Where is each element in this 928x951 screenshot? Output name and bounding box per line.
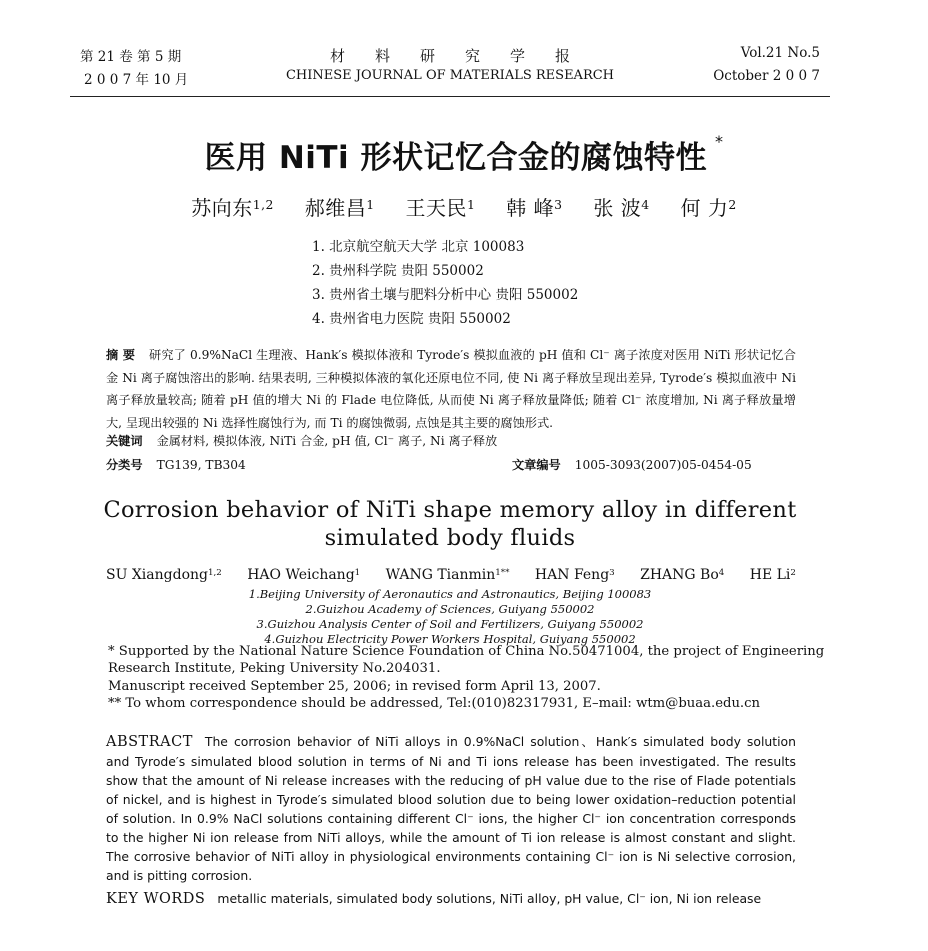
article-number xyxy=(512,456,752,473)
affiliation-en: 2.Guizhou Academy of Sciences, Guiyang 550002 xyxy=(305,602,595,616)
manuscript-dates: Manuscript received September 25, 2006; in revised form April 13, 2007. xyxy=(108,679,601,694)
paper-title-cn xyxy=(0,132,928,177)
volume-issue-cn: 第 21 卷 第 5 期 xyxy=(80,49,182,65)
author-en: ZHANG Bo$^4$ xyxy=(640,567,725,583)
article-number-text: 1005-3093(2007)05-0454-05 xyxy=(574,458,752,472)
keywords-en xyxy=(106,889,796,909)
keywords-text-en: metallic materials, simulated body solutions, NiTi alloy, pH value, Cl⁻ ion, Ni ion release xyxy=(217,891,762,906)
abstract-label-cn: 摘 要 xyxy=(106,348,136,362)
affiliation-cn: 4. 贵州省电力医院 贵阳 550002 xyxy=(312,311,511,327)
correspondence-note: ** To whom correspondence should be addressed, Tel:(010)82317931, E–mail: wtm@buaa.edu.cn xyxy=(108,696,761,711)
abstract-text-cn: 研究了 0.9%NaCl 生理液、Hank′s 模拟体液和 Tyrode′s 模拟血液的 pH 值和 Cl⁻ 离子浓度对医用 NiTi 形状记忆合金 Ni 离子腐蚀溶出的影响. 结果表明, 三种模拟体液的氧化还原电位不同, 使 Ni 离子释放呈现出差异, Tyrode′s 模拟血液中 Ni 离子释放量较高; 随着 pH 值的增大 Ni 的 Flade 电位降低, 从而使 Ni 离子释放量降低; 随着 Cl⁻ 浓度增加, Ni 离子释放量增大, 呈现出较强的 Ni 选择性腐蚀行为, 而 Ti 的腐蚀微弱, 点蚀是其主要的腐蚀形式. xyxy=(106,348,796,430)
keywords-label-cn: 关键词 xyxy=(106,434,143,448)
abstract-text-en: The corrosion behavior of NiTi alloys in 0.9%NaCl solution、Hank′s simulated body solution and Tyrode′s simulated blood solution in terms of Ni and Ti ions release has been investigated. The results show that the amount of Ni release increases with the reducing of pH value due to the rise of Flade potentials of nickel, and is highest in Tyrode′s simulated blood solution due to being lower oxidation–reduction potential of solution. In 0.9% NaCl solutions containing different Cl⁻ ions, the higher Cl⁻ ion concentration corresponds to the higher Ni ion release from NiTi alloys, while the amount of Ti ion release is almost constant and slight. The corrosive behavior of NiTi alloy in physiological environments containing Cl⁻ ion is Ni selective corrosion, and is pitting corrosion. xyxy=(106,734,796,883)
author-en: HAN Feng$^3$ xyxy=(534,567,615,583)
authors-en xyxy=(106,567,796,583)
title-footnote-mark: * xyxy=(714,132,724,151)
affiliation-cn: 2. 贵州科学院 贵阳 550002 xyxy=(312,263,484,279)
keywords-cn xyxy=(106,432,497,449)
author-cn: 韩 峰$^3$ xyxy=(506,196,563,220)
date-en: October 2 0 0 7 xyxy=(713,68,820,84)
author-cn: 何 力$^2$ xyxy=(680,196,737,220)
paper-title-en xyxy=(0,496,900,552)
volume-issue-en: Vol.21 No.5 xyxy=(740,45,820,61)
classification-cn xyxy=(106,456,246,473)
title-text: 医用 NiTi 形状记忆合金的腐蚀特性 xyxy=(204,140,707,176)
classification-label: 分类号 xyxy=(106,458,143,472)
keywords-label-en: KEY WORDS xyxy=(106,891,206,907)
author-cn: 苏向东$^{1,2}$ xyxy=(191,196,274,220)
funding-note: * Supported by the National Nature Science Foundation of China No.50471004, the project of Engineering xyxy=(108,644,825,659)
affiliation-cn: 1. 北京航空航天大学 北京 100083 xyxy=(312,239,525,255)
author-cn: 张 波$^4$ xyxy=(593,196,650,220)
title-en-line: simulated body fluids xyxy=(324,525,576,551)
classification-text: TG139, TB304 xyxy=(156,458,246,472)
abstract-label-en: ABSTRACT xyxy=(106,734,193,750)
affiliation-en: 4.Guizhou Electricity Power Workers Hospital, Guiyang 550002 xyxy=(264,632,636,646)
affiliation-en: 1.Beijing University of Aeronautics and Astronautics, Beijing 100083 xyxy=(248,587,652,601)
keywords-text-cn: 金属材料, 模拟体液, NiTi 合金, pH 值, Cl⁻ 离子, Ni 离子释放 xyxy=(156,434,498,448)
journal-name-en: CHINESE JOURNAL OF MATERIALS RESEARCH xyxy=(285,68,615,83)
authors-cn xyxy=(0,192,928,221)
header-rule xyxy=(70,96,830,97)
title-en-line: Corrosion behavior of NiTi shape memory alloy in different xyxy=(103,497,797,523)
author-en: HE Li$^2$ xyxy=(749,567,796,583)
affiliation-cn: 3. 贵州省土壤与肥料分析中心 贵阳 550002 xyxy=(312,287,579,303)
author-en: SU Xiangdong$^{1,2}$ xyxy=(106,567,222,583)
author-cn: 王天民$^1$ xyxy=(405,196,476,220)
date-cn: 2 0 0 7 年 10 月 xyxy=(84,72,189,88)
author-cn: 郝维昌$^1$ xyxy=(304,196,375,220)
abstract-cn xyxy=(106,344,796,434)
article-number-label: 文章编号 xyxy=(512,458,561,472)
author-en: WANG Tianmin$^{1**}$ xyxy=(385,567,510,583)
journal-name-cn: 材 料 研 究 学 报 xyxy=(329,47,570,65)
author-en: HAO Weichang$^1$ xyxy=(247,567,361,583)
abstract-en xyxy=(106,732,796,885)
funding-note-cont: Research Institute, Peking University No.204031. xyxy=(108,661,441,676)
affiliation-en: 3.Guizhou Analysis Center of Soil and Fertilizers, Guiyang 550002 xyxy=(256,617,644,631)
